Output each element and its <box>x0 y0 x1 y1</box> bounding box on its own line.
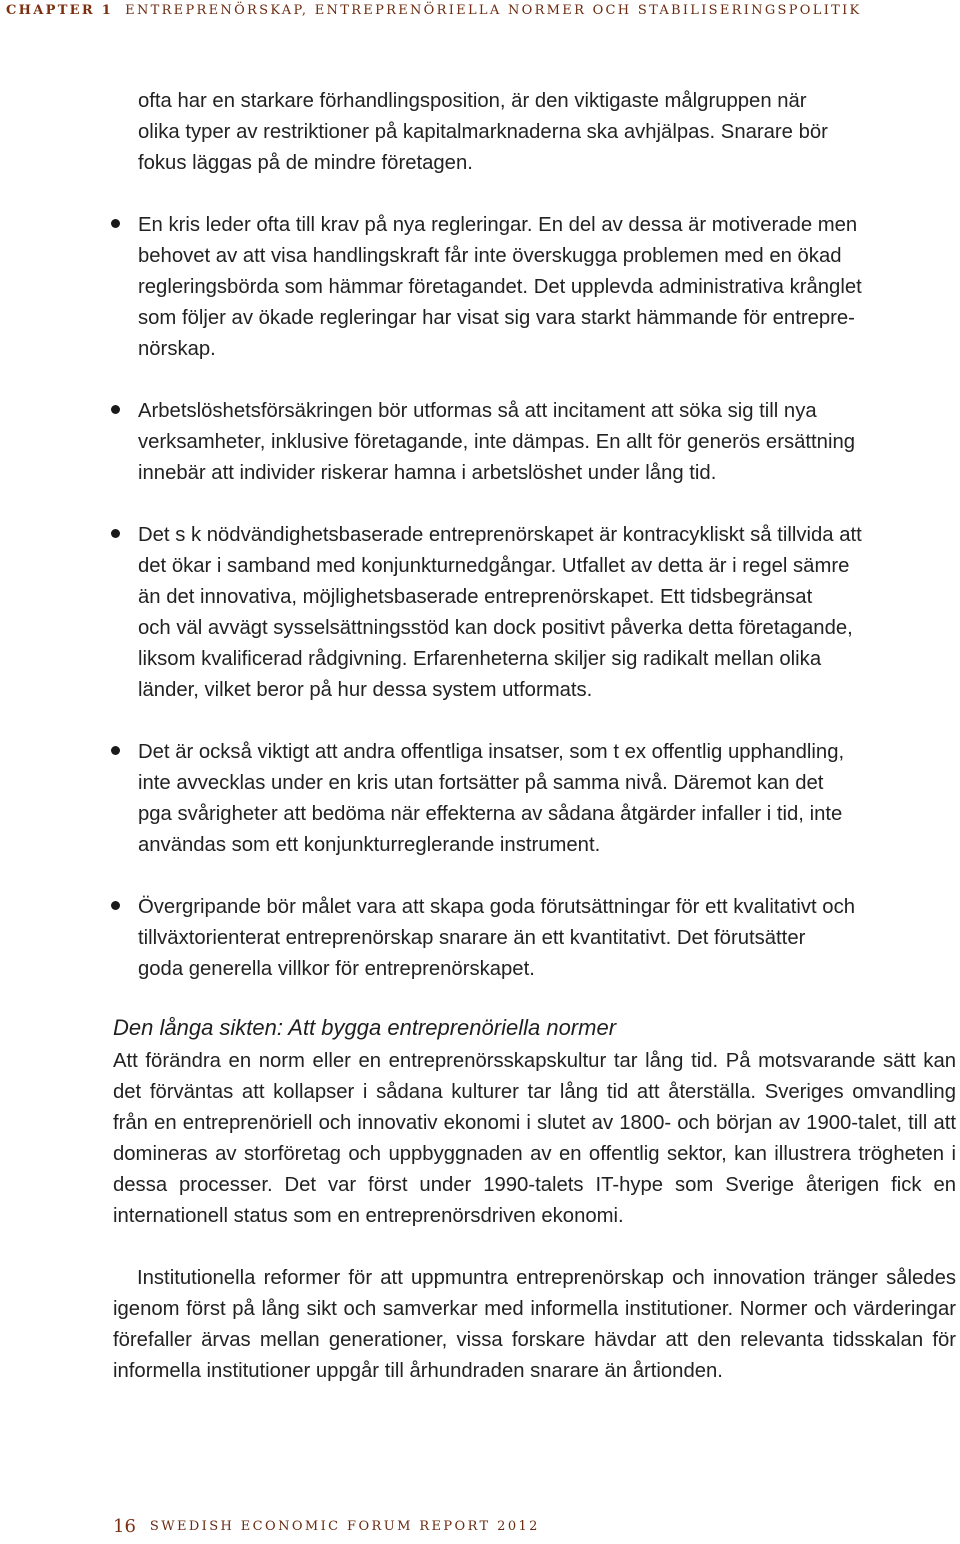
chapter-title: ENTREPRENÖRSKAP, ENTREPRENÖRIELLA NORMER OCH STABILISERINGSPOLITIK <box>125 3 862 18</box>
text-line: behovet av att visa handlingskraft får inte överskugga problemen med en ökad <box>138 245 842 267</box>
text-line: och väl avvägt sysselsättningsstöd kan dock positivt påverka detta företagande, <box>138 617 853 639</box>
text-line: användas som ett konjunkturreglerande instrument. <box>138 834 601 856</box>
bullet-icon <box>111 901 120 910</box>
body-paragraph: Att förändra en norm eller en entreprenörsskapskultur tar lång tid. På motsvarande sätt kan det förväntas att kollapser i sådana kulturer tar lång tid att återställa. Sveriges omvandling från en entreprenöriell och innovativ ekonomi i slutet av 1800- och början av 1900-talet, till att domineras av storföretag och uppbyggnaden av en offentlig sektor, kan illustrera trögheten i dessa processer. Det var först under 1990-talets IT-hype som Sverige återigen fick en internationell status som en entreprenörsdriven ekonomi. <box>113 1050 956 1227</box>
text-line: Arbetslöshetsförsäkringen bör utformas så att incitament att söka sig till nya <box>138 400 817 422</box>
text-line: som följer av ökade regleringar har visat sig vara starkt hämmande för entrepre- <box>138 307 855 329</box>
text-line: goda generella villkor för entreprenörskapet. <box>138 958 535 980</box>
section-heading: Den långa sikten: Att bygga entreprenöriella normer <box>113 1015 617 1040</box>
text-line: Det s k nödvändighetsbaserade entreprenörskapet är kontracykliskt så tillvida att <box>138 524 862 546</box>
text-line: fokus läggas på de mindre företagen. <box>138 152 473 174</box>
bullet-icon <box>111 405 120 414</box>
text-line: olika typer av restriktioner på kapitalmarknaderna ska avhjälpas. Snarare bör <box>138 121 828 143</box>
text-line: ofta har en starkare förhandlingsposition, är den viktigaste målgruppen när <box>138 90 807 112</box>
text-line: innebär att individer riskerar hamna i arbetslöshet under lång tid. <box>138 462 717 484</box>
text-line: länder, vilket beror på hur dessa system utformats. <box>138 679 593 701</box>
text-line: verksamheter, inklusive företagande, inte dämpas. En allt för generös ersättning <box>138 431 856 453</box>
text-line: En kris leder ofta till krav på nya regleringar. En del av dessa är motiverade men <box>138 214 858 236</box>
report-title: SWEDISH ECONOMIC FORUM REPORT 2012 <box>149 1519 540 1534</box>
page-number: 16 <box>113 1516 136 1537</box>
chapter-label: CHAPTER 1 <box>6 3 114 18</box>
text-line: liksom kvalificerad rådgivning. Erfarenheterna skiljer sig radikalt mellan olika <box>138 648 822 670</box>
text-line: regleringsbörda som hämmar företagandet. Det upplevda administrativa krånglet <box>138 276 862 298</box>
text-line: Det är också viktigt att andra offentliga insatser, som t ex offentlig upphandling, <box>138 741 845 763</box>
text-line: tillväxtorienterat entreprenörskap snarare än ett kvantitativt. Det förutsätter <box>138 927 806 949</box>
body-paragraph: Institutionella reformer för att uppmuntra entreprenörskap och innovation tränger således igenom först på lång sikt och samverkar med informella institutioner. Normer och värderingar förefaller ärvas mellan generationer, vissa forskare hävdar att den relevanta tidsskalan för informella institutioner uppgår till århundraden snarare än årtionden. <box>113 1267 956 1382</box>
text-line: än det innovativa, möjlighetsbaserade entreprenörskapet. Ett tidsbegränsat <box>138 586 813 608</box>
text-line: Övergripande bör målet vara att skapa goda förutsättningar för ett kvalitativt och <box>138 896 855 918</box>
text-line: nörskap. <box>138 338 216 360</box>
page-footer <box>113 1516 540 1537</box>
bullet-icon <box>111 746 120 755</box>
text-line: inte avvecklas under en kris utan fortsätter på samma nivå. Däremot kan det <box>138 772 824 794</box>
text-line: det ökar i samband med konjunkturnedgångar. Utfallet av detta är i regel sämre <box>138 555 850 577</box>
running-header <box>6 2 862 20</box>
text-line: pga svårigheter att bedöma när effekterna av sådana åtgärder infaller i tid, inte <box>138 803 843 825</box>
bullet-icon <box>111 219 120 228</box>
bullet-icon <box>111 529 120 538</box>
